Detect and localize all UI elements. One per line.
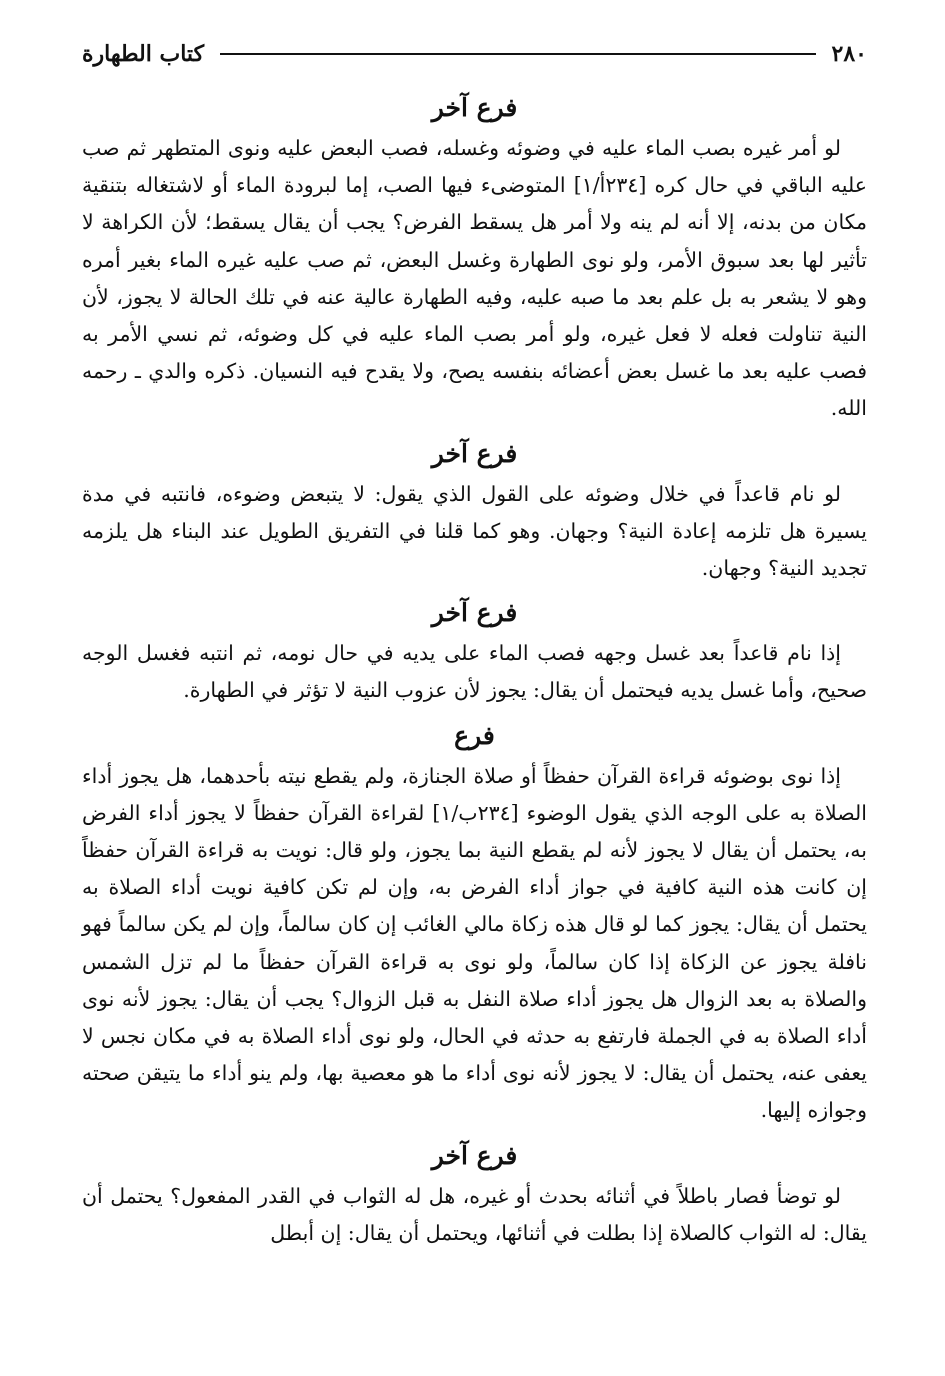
- section-heading: فرع آخر: [431, 93, 518, 122]
- section-4: [82, 716, 867, 1130]
- header-rule: [220, 53, 816, 55]
- section-text: لو توضأ فصار باطلاً في أثنائه بحدث أو غيره، هل له الثواب في القدر المفعول؟ يحتمل أن يقال: له الثواب كالصلاة إذا بطلت في أثنائها، ويحتمل أن يقال: إن أبطل: [82, 1183, 867, 1245]
- section-heading: فرع: [454, 720, 495, 750]
- section-text: لو أمر غيره بصب الماء عليه في وضوئه وغسله، فصب البعض عليه ونوى المتطهر ثم صب عليه الباقي في حال كره [٢٣٤أ/١] المتوضىء فيها الصب، إما لبرودة الماء أو لاشتغاله بتنقية مكان من بدنه، إلا أنه لم ينه ولا أمر هل يسقط الفرض؟ يجب أن يقال يسقط؛ لأن الكراهة لا تأثير لها بعد سبوق الأمر، ولو نوى الطهارة وغسل البعض، ثم صب عليه غيره الماء بغير أمره وهو لا يشعر به بل علم بعد ما صبه عليه، وفيه الطهارة عالية عنه في تلك الحالة لا يجوز، لأن النية تناولت فعله لا فعل غيره، ولو أمر بصب الماء عليه في كل وضوئه، ثم نسي الأمر به فصب عليه بعد ما غسل بعض أعضائه بنفسه يصح، ولا يقدح فيه النسيان. ذكره والدي ـ رحمه الله.: [82, 136, 867, 421]
- section-3: [82, 593, 867, 709]
- section-2: [82, 434, 867, 588]
- section-text: إذا نوى بوضوئه قراءة القرآن حفظاً أو صلاة الجنازة، ولم يقطع نيته بأحدهما، هل يجوز أداء الصلاة به على الوجه الذي يقول الوضوء [٢٣٤ب/١] لقراءة القرآن حفظاً لا يجوز أداء الفرض به، يحتمل أن يقال لا يجوز لأنه لم يقطع النية بما يجوز، ولو قال: نويت به قراءة القرآن حفظاً إن كانت هذه النية كافية في جواز أداء الفرض به، وإن لم تكن كافية نويت أداء الصلاة به يحتمل أن يقال: يجوز كما لو قال هذه زكاة مالي الغائب إن كان سالماً، وإن لم يكن سالماً فهو نافلة يجوز عن الزكاة إذا كان سالماً، ولو نوى به قراءة القرآن حفظاً ما لم تزل الشمس والصلاة به بعد الزوال هل يجوز أداء صلاة النفل به قبل الزوال؟ يجب أن يقال: يجوز لأنه نوى أداء الصلاة به في الجملة فارتفع به حدثه في الحال، ولو نوى أداء الصلاة به في مكان نجس لا يعفى عنه، يحتمل أن يقال: لا يجوز لأنه نوى أداء ما هو معصية بها، ولم ينو أداء ما يتيقن صحته وجوازه إليها.: [82, 763, 867, 1123]
- section-1: [82, 88, 867, 428]
- book-title: كتاب الطهارة: [82, 41, 205, 67]
- section-heading: فرع آخر: [431, 438, 518, 468]
- section-text: لو نام قاعداً في خلال وضوئه على القول الذي يقول: لا يتبعض وضوءه، فانتبه في مدة يسيرة هل تلزمه إعادة النية؟ وجهان. وهو كما قلنا في التفريق الطويل عند البناء هل يلزمه تجديد النية؟ وجهان.: [82, 481, 867, 581]
- section-text: إذا نام قاعداً بعد غسل وجهه فصب الماء على يديه في حال نومه، ثم انتبه فغسل الوجه صحيح، وأما غسل يديه فيحتمل أن يقال: يجوز لأن عزوب النية لا تؤثر في الطهارة.: [82, 641, 867, 703]
- page-header: [82, 34, 867, 74]
- section-heading: فرع آخر: [431, 1140, 518, 1170]
- section-5: [82, 1136, 867, 1252]
- page-number: ٢٨٠: [831, 41, 867, 67]
- section-heading: فرع آخر: [431, 598, 518, 628]
- page-content: [82, 82, 867, 1252]
